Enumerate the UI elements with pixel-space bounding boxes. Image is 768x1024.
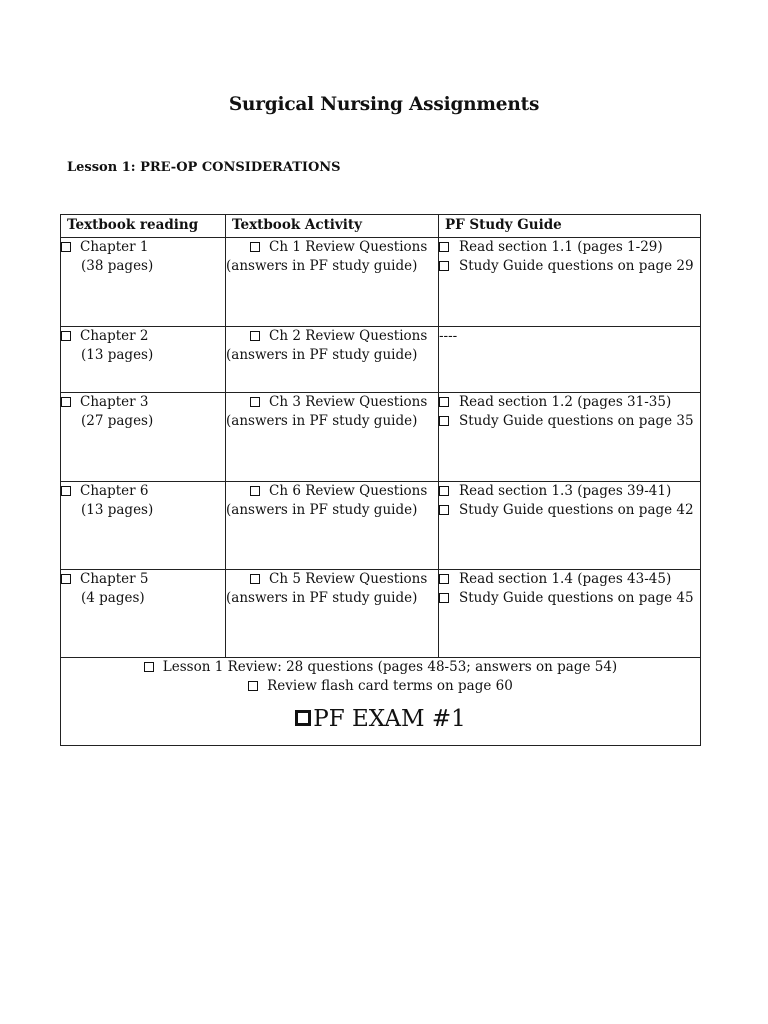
checkbox[interactable] <box>439 261 449 271</box>
table-footer-row <box>61 658 701 746</box>
checkbox[interactable] <box>439 416 449 426</box>
guide-item <box>439 501 700 520</box>
activity-cell <box>226 570 439 658</box>
checkbox[interactable] <box>61 397 71 407</box>
guide-cell <box>439 327 701 393</box>
reading-cell <box>61 570 226 658</box>
checkbox[interactable] <box>250 242 260 252</box>
flashcards-label: Review flash card terms on page 60 <box>267 678 513 694</box>
header-textbook-reading: Textbook reading <box>61 215 226 238</box>
page-count: (4 pages) <box>81 590 145 606</box>
checkbox[interactable] <box>439 242 449 252</box>
guide-item <box>439 238 700 257</box>
guide-item <box>439 412 700 431</box>
activity-label: Ch 2 Review Questions <box>269 328 428 344</box>
activity-note: (answers in PF study guide) <box>226 590 418 606</box>
guide-item-label: Read section 1.4 (pages 43-45) <box>459 571 672 587</box>
activity-note: (answers in PF study guide) <box>226 347 418 363</box>
table-header-row <box>61 215 701 238</box>
page-count: (38 pages) <box>81 258 154 274</box>
guide-cell <box>439 238 701 327</box>
checkbox[interactable] <box>250 331 260 341</box>
chapter-label: Chapter 2 <box>80 328 149 344</box>
lesson-review-label: Lesson 1 Review: 28 questions (pages 48-53; answers on page 54) <box>162 659 618 675</box>
assignments-table <box>60 214 701 746</box>
table-row <box>61 570 701 658</box>
chapter-label: Chapter 6 <box>80 483 149 499</box>
flashcards-item <box>61 677 700 696</box>
guide-cell <box>439 482 701 570</box>
checkbox[interactable] <box>439 486 449 496</box>
activity-cell <box>226 238 439 327</box>
activity-label: Ch 6 Review Questions <box>269 483 428 499</box>
checkbox[interactable] <box>61 574 71 584</box>
guide-item <box>439 570 700 589</box>
checkbox[interactable] <box>61 486 71 496</box>
guide-item-label: Study Guide questions on page 45 <box>459 590 694 606</box>
guide-item-label: Study Guide questions on page 42 <box>459 502 694 518</box>
guide-item-label: Read section 1.3 (pages 39-41) <box>459 483 672 499</box>
checkbox[interactable] <box>439 505 449 515</box>
checkbox[interactable] <box>250 574 260 584</box>
header-pf-study-guide: PF Study Guide <box>439 215 701 238</box>
guide-item <box>439 257 700 276</box>
table-row <box>61 482 701 570</box>
reading-cell <box>61 482 226 570</box>
reading-cell <box>61 393 226 482</box>
checkbox[interactable] <box>439 574 449 584</box>
guide-item <box>439 589 700 608</box>
guide-item <box>439 482 700 501</box>
reading-cell <box>61 238 226 327</box>
activity-cell <box>226 393 439 482</box>
guide-empty-dash: ---- <box>439 328 458 344</box>
exam-item <box>61 705 700 733</box>
guide-item-label: Study Guide questions on page 35 <box>459 413 694 429</box>
checkbox[interactable] <box>61 331 71 341</box>
checkbox[interactable] <box>250 397 260 407</box>
document-title: Surgical Nursing Assignments <box>228 94 540 115</box>
chapter-label: Chapter 5 <box>80 571 149 587</box>
activity-note: (answers in PF study guide) <box>226 413 418 429</box>
activity-cell <box>226 482 439 570</box>
activity-label: Ch 3 Review Questions <box>269 394 428 410</box>
guide-cell <box>439 570 701 658</box>
lesson-heading: Lesson 1: PRE-OP CONSIDERATIONS <box>67 160 341 175</box>
page-count: (27 pages) <box>81 413 154 429</box>
checkbox[interactable] <box>61 242 71 252</box>
guide-item-label: Read section 1.2 (pages 31-35) <box>459 394 672 410</box>
activity-cell <box>226 327 439 393</box>
activity-label: Ch 1 Review Questions <box>269 239 428 255</box>
guide-item-label: Read section 1.1 (pages 1-29) <box>459 239 663 255</box>
activity-note: (answers in PF study guide) <box>226 502 418 518</box>
guide-item <box>439 393 700 412</box>
checkbox[interactable] <box>250 486 260 496</box>
guide-cell <box>439 393 701 482</box>
table-row <box>61 327 701 393</box>
activity-note: (answers in PF study guide) <box>226 258 418 274</box>
exam-checkbox[interactable] <box>295 710 311 726</box>
table-row <box>61 393 701 482</box>
chapter-label: Chapter 3 <box>80 394 149 410</box>
exam-label: PF EXAM #1 <box>313 706 466 732</box>
page-count: (13 pages) <box>81 502 154 518</box>
checkbox[interactable] <box>248 681 258 691</box>
page-count: (13 pages) <box>81 347 154 363</box>
checkbox[interactable] <box>439 397 449 407</box>
lesson-review-item <box>61 658 700 677</box>
table-row <box>61 238 701 327</box>
header-textbook-activity: Textbook Activity <box>226 215 439 238</box>
activity-label: Ch 5 Review Questions <box>269 571 428 587</box>
checkbox[interactable] <box>439 593 449 603</box>
checkbox[interactable] <box>144 662 154 672</box>
chapter-label: Chapter 1 <box>80 239 149 255</box>
lesson-review-cell <box>61 658 701 746</box>
guide-item-label: Study Guide questions on page 29 <box>459 258 694 274</box>
reading-cell <box>61 327 226 393</box>
